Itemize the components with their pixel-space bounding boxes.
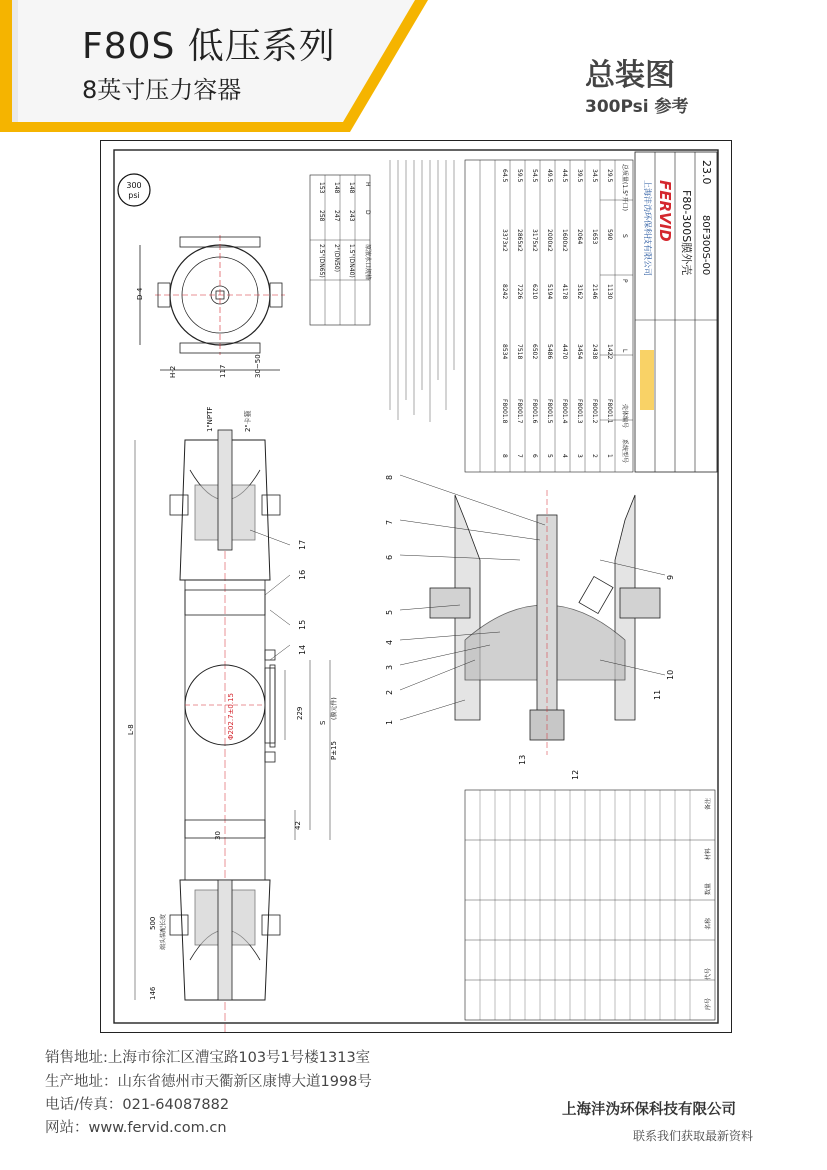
svg-text:15: 15	[298, 619, 307, 630]
svg-text:总质量(1.5"开口): 总质量(1.5"开口)	[621, 164, 628, 211]
svg-text:3454: 3454	[576, 344, 583, 360]
svg-text:F8001.3: F8001.3	[576, 399, 583, 424]
svg-text:16: 16	[298, 569, 307, 580]
drawing-number: 80F300S-00	[700, 215, 711, 276]
svg-text:54.5: 54.5	[531, 169, 538, 183]
svg-text:148: 148	[348, 182, 355, 194]
dim-500: 500	[149, 916, 157, 930]
svg-text:4178: 4178	[561, 284, 568, 300]
svg-text:psi: psi	[128, 191, 140, 200]
svg-text:153: 153	[318, 182, 325, 194]
svg-text:备注: 备注	[705, 797, 712, 810]
svg-text:64.5: 64.5	[501, 169, 508, 183]
svg-text:4470: 4470	[561, 344, 568, 360]
phone-fax: 电话/传真：021-64087882	[45, 1097, 230, 1113]
svg-text:F8001.5: F8001.5	[546, 399, 553, 424]
svg-text:8242: 8242	[501, 284, 508, 300]
svg-text:11: 11	[653, 689, 662, 700]
dim-30-50: 30~50	[254, 354, 262, 378]
series-title: F80S 低压系列	[82, 26, 336, 67]
detail-section	[430, 490, 660, 755]
svg-text:1600x2: 1600x2	[561, 229, 568, 252]
note-member: (膜元件)	[331, 697, 338, 720]
dim-phi: Φ202.7±0.15	[227, 692, 235, 740]
svg-text:4: 4	[561, 454, 568, 458]
svg-text:300: 300	[126, 181, 142, 190]
svg-text:7226: 7226	[516, 284, 523, 300]
series-subtitle: 8英寸压力容器	[82, 76, 242, 104]
svg-text:2865x2: 2865x2	[516, 229, 523, 252]
doc-title: 总装图	[585, 58, 675, 93]
svg-text:F8001.2: F8001.2	[591, 399, 598, 424]
svg-text:13: 13	[518, 754, 527, 765]
svg-text:148: 148	[333, 182, 340, 194]
svg-text:1: 1	[606, 454, 613, 458]
svg-text:系统型号: 系统型号	[621, 439, 628, 464]
svg-text:7: 7	[385, 519, 394, 525]
svg-text:12: 12	[571, 769, 580, 780]
svg-text:3373x2: 3373x2	[501, 229, 508, 252]
psi-badge	[118, 174, 150, 206]
svg-text:34.5: 34.5	[591, 169, 598, 183]
svg-text:3175x2: 3175x2	[531, 229, 538, 252]
dim-30: 30	[214, 831, 222, 840]
svg-text:F8001.4: F8001.4	[561, 399, 568, 424]
svg-text:1: 1	[385, 719, 394, 725]
dim-146: 146	[149, 986, 157, 1000]
dim-229: 229	[296, 706, 304, 720]
svg-text:代号: 代号	[705, 967, 712, 980]
sales-address: 销售地址:上海市徐汇区漕宝路103号1号楼1313室	[45, 1050, 371, 1066]
dim-clamp: 2"卡箍	[244, 410, 252, 432]
part-name: F80-300S膜外壳	[680, 190, 693, 276]
svg-text:3: 3	[576, 454, 583, 458]
company-name: 上海沣沩环保科技有限公司	[562, 1102, 736, 1118]
svg-text:5: 5	[546, 454, 553, 458]
svg-text:1.5"(DN40): 1.5"(DN40)	[348, 244, 355, 278]
dim-s: S	[319, 720, 327, 725]
svg-text:17: 17	[298, 539, 307, 550]
svg-text:8: 8	[501, 454, 508, 458]
svg-text:49.5: 49.5	[546, 169, 553, 183]
svg-text:6502: 6502	[531, 344, 538, 360]
svg-text:590: 590	[606, 229, 613, 241]
svg-text:材料: 材料	[705, 847, 712, 860]
dim-npt: 1"NPTF	[206, 406, 214, 432]
svg-text:6: 6	[385, 554, 394, 560]
svg-text:F8001.1: F8001.1	[606, 399, 613, 424]
dim-d: D-4	[136, 287, 144, 300]
dim-42: 42	[294, 821, 302, 830]
svg-text:8534: 8534	[501, 344, 508, 360]
svg-text:1422: 1422	[606, 344, 613, 360]
svg-text:5: 5	[385, 609, 394, 615]
doc-subtitle: 300Psi 参考	[585, 97, 689, 117]
svg-text:2438: 2438	[591, 344, 598, 360]
note-end: 端头装配长度	[160, 913, 167, 950]
svg-text:6: 6	[531, 454, 538, 458]
svg-text:壳体编号: 壳体编号	[621, 404, 628, 429]
svg-text:1653: 1653	[591, 229, 598, 245]
svg-text:D: D	[364, 210, 371, 215]
svg-text:5194: 5194	[546, 284, 553, 300]
svg-text:44.5: 44.5	[561, 169, 568, 183]
svg-text:6210: 6210	[531, 284, 538, 300]
svg-text:1130: 1130	[606, 284, 613, 300]
svg-text:10: 10	[666, 669, 675, 680]
svg-text:序号: 序号	[705, 997, 712, 1010]
svg-text:247: 247	[333, 210, 340, 222]
svg-text:59.5: 59.5	[516, 169, 523, 183]
company-name-block: 上海沣沩环保科技有限公司	[643, 180, 652, 276]
svg-text:14: 14	[298, 644, 307, 655]
svg-text:243: 243	[348, 210, 355, 222]
svg-text:2146: 2146	[591, 284, 598, 300]
svg-text:名称: 名称	[705, 917, 712, 930]
svg-text:原液水口规格: 原液水口规格	[364, 244, 371, 281]
svg-text:数量: 数量	[705, 882, 712, 895]
dim-117: 117	[219, 364, 227, 378]
contact-note: 联系我们获取最新资料	[633, 1129, 754, 1143]
svg-text:29.5: 29.5	[606, 169, 613, 183]
svg-text:2000x2: 2000x2	[546, 229, 553, 252]
svg-text:4: 4	[385, 639, 394, 645]
svg-text:2064: 2064	[576, 229, 583, 245]
svg-text:9: 9	[666, 574, 675, 580]
svg-text:7518: 7518	[516, 344, 523, 360]
svg-text:S: S	[621, 234, 628, 238]
svg-text:F8001.8: F8001.8	[501, 399, 508, 424]
dim-l: L-8	[127, 724, 135, 735]
assembly-drawing	[100, 140, 732, 1033]
svg-text:7: 7	[516, 454, 523, 458]
svg-text:3: 3	[385, 664, 394, 670]
svg-text:2"(DN50): 2"(DN50)	[333, 244, 340, 273]
brand-logo: FERVID	[656, 180, 674, 242]
svg-text:2.5"(DN65): 2.5"(DN65)	[318, 244, 325, 278]
svg-text:2: 2	[385, 689, 394, 695]
website-link[interactable]: 网站：www.fervid.com.cn	[45, 1120, 227, 1136]
svg-text:5486: 5486	[546, 344, 553, 360]
dim-h: H-2	[169, 365, 177, 378]
svg-text:F8001.7: F8001.7	[516, 399, 523, 424]
factory-address: 生产地址：山东省德州市天衢新区康博大道1998号	[45, 1074, 372, 1090]
svg-text:2: 2	[591, 454, 598, 458]
svg-text:L: L	[621, 349, 628, 353]
svg-text:8: 8	[385, 474, 394, 480]
dim-p: P±15	[330, 741, 338, 760]
svg-text:3162: 3162	[576, 284, 583, 300]
svg-text:39.5: 39.5	[576, 169, 583, 183]
drawing-revision: 23.0	[700, 160, 713, 185]
svg-text:258: 258	[318, 210, 325, 222]
svg-text:P: P	[621, 279, 628, 283]
svg-text:F8001.6: F8001.6	[531, 399, 538, 424]
svg-text:H: H	[364, 182, 371, 187]
